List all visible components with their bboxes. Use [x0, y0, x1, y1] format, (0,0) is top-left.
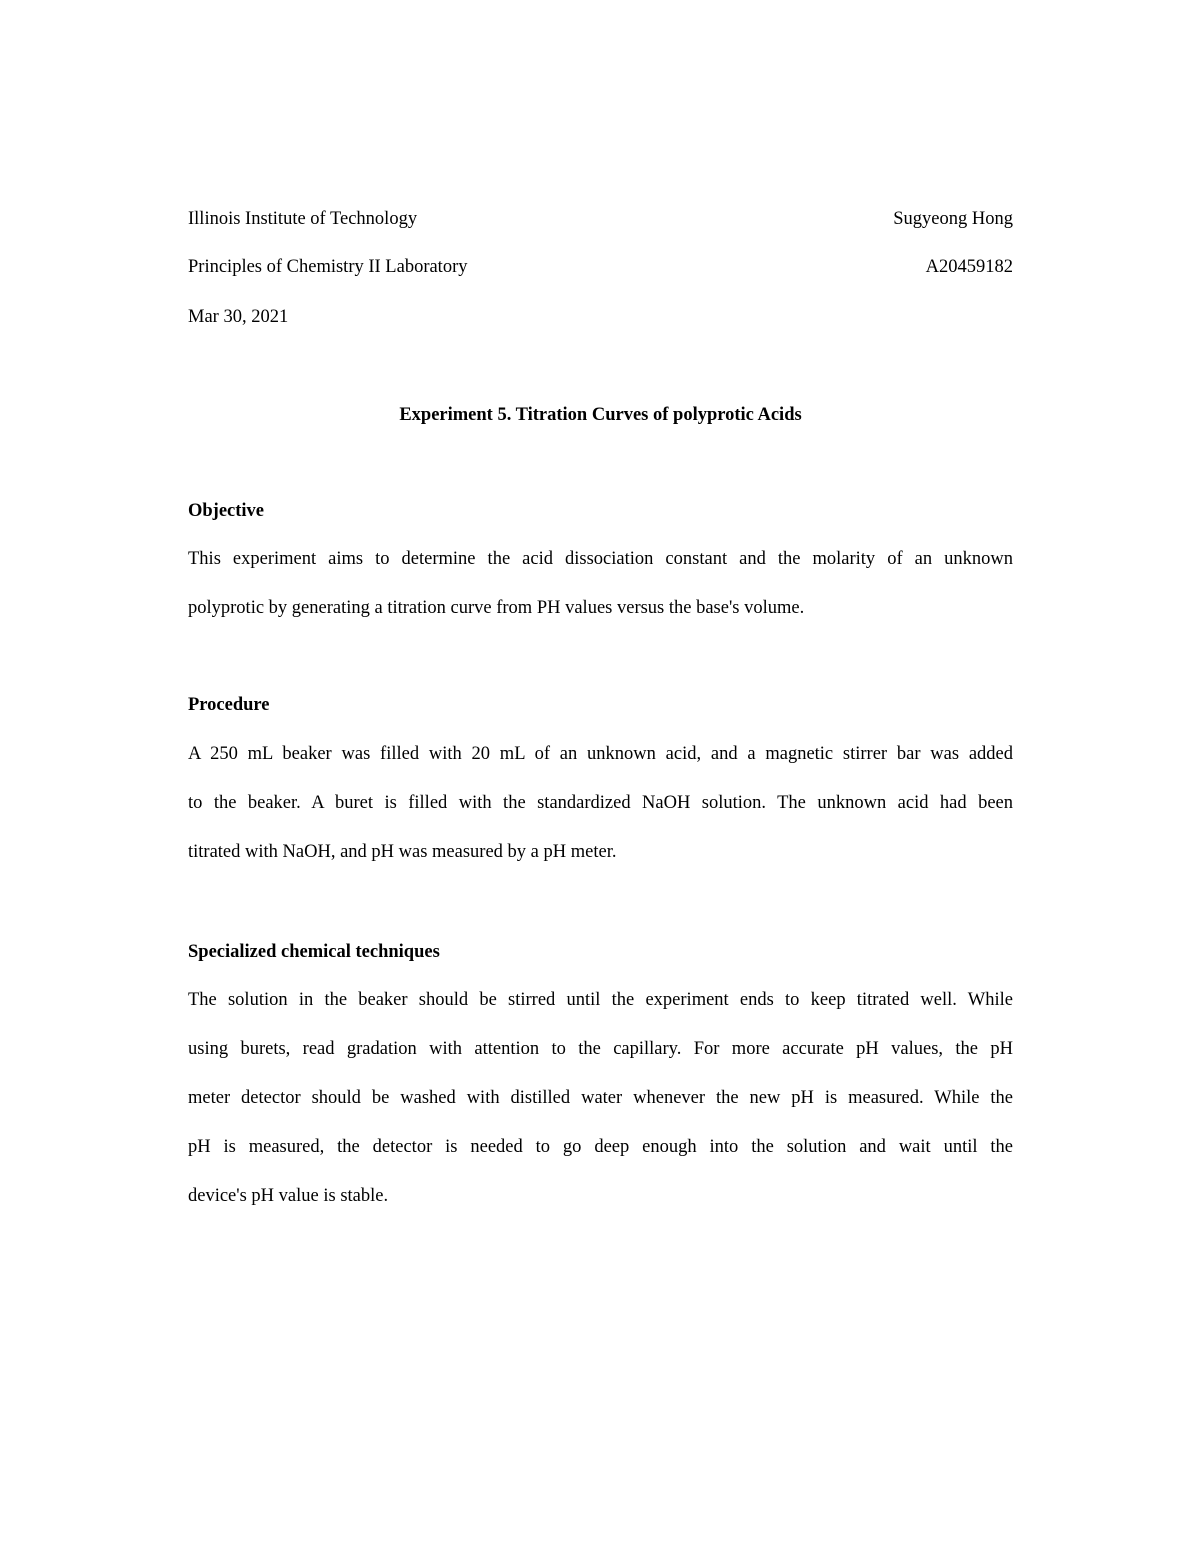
- paragraph-line: A 250 mL beaker was filled with 20 mL of an unknown acid, and a magnetic stirrer bar was added: [188, 744, 1013, 764]
- author-name: Sugyeong Hong: [893, 209, 1013, 229]
- course-name: Principles of Chemistry II Laboratory: [188, 257, 468, 277]
- report-date: Mar 30, 2021: [188, 307, 289, 327]
- paragraph-line: titrated with NaOH, and pH was measured by a pH meter.: [188, 842, 617, 862]
- section-body-techniques: [188, 987, 1013, 1232]
- paragraph-line: device's pH value is stable.: [188, 1186, 389, 1206]
- section-body-procedure: [188, 741, 1013, 888]
- section-body-objective: [188, 546, 1013, 644]
- paragraph-line: using burets, read gradation with attention to the capillary. For more accurate pH values, the pH: [188, 1039, 1013, 1059]
- header-row-1: [188, 206, 1013, 232]
- paragraph-line: The solution in the beaker should be stirred until the experiment ends to keep titrated well. While: [188, 990, 1013, 1010]
- institution-name: Illinois Institute of Technology: [188, 209, 418, 229]
- paragraph-line: polyprotic by generating a titration curve from PH values versus the base's volume.: [188, 598, 805, 618]
- paragraph-line: to the beaker. A buret is filled with the standardized NaOH solution. The unknown acid had been: [188, 793, 1013, 813]
- section-heading-procedure: Procedure: [188, 695, 270, 715]
- section-heading-techniques: Specialized chemical techniques: [188, 942, 440, 962]
- section-heading-objective: Objective: [188, 501, 265, 521]
- student-id: A20459182: [925, 257, 1013, 277]
- paragraph-line: This experiment aims to determine the acid dissociation constant and the molarity of an unknown: [188, 549, 1013, 569]
- paragraph-line: pH is measured, the detector is needed to go deep enough into the solution and wait until the: [188, 1137, 1013, 1157]
- header-row-2: [188, 254, 1013, 280]
- document-title: Experiment 5. Titration Curves of polyprotic Acids: [399, 405, 802, 425]
- paragraph-line: meter detector should be washed with distilled water whenever the new pH is measured. While the: [188, 1088, 1013, 1108]
